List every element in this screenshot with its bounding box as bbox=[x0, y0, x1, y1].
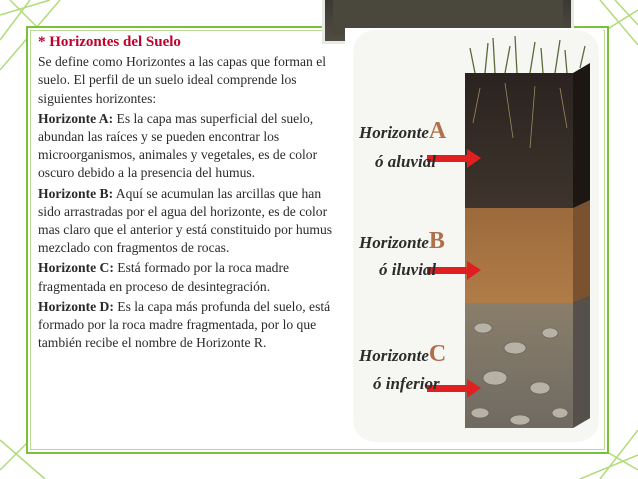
horizon-a-text: Es la capa mas superficial del suelo, abundan las raíces y se pueden encontrar los microorganismos, animales y vegetales, es de color oscuro debido a la presencia del humus. bbox=[38, 110, 318, 181]
label-horizon-b-sub: ó iluvial bbox=[379, 260, 437, 279]
horizon-b-name: Horizonte B: bbox=[38, 185, 114, 201]
horizon-d-name: Horizonte D: bbox=[38, 298, 114, 314]
horizon-c-name: Horizonte C: bbox=[38, 260, 114, 276]
horizon-d-text: Es la capa más profunda del suelo, está formado por la roca madre fragmentada, por lo que también recibe el nombre de Horizonte R. bbox=[38, 298, 331, 351]
horizon-b-paragraph bbox=[38, 185, 343, 258]
horizon-a-name: Horizonte A: bbox=[38, 110, 114, 126]
horizon-b-text: Aquí se acumulan las arcillas que han sido arrastradas por el agua del horizonte, es de color mas claro que el anterior y está constituido por humus mezclado con fragmentos de rocas. bbox=[38, 185, 333, 256]
label-horizon-c: HorizonteC bbox=[359, 341, 447, 367]
text-panel bbox=[38, 33, 343, 354]
horizon-c-paragraph bbox=[38, 259, 343, 295]
horizon-a-layer bbox=[465, 73, 573, 208]
soil-profile-figure bbox=[345, 28, 603, 448]
horizon-a-paragraph bbox=[38, 110, 343, 183]
label-horizon-c-sub: ó inferior bbox=[373, 374, 440, 393]
horizon-c-text: Está formado por la roca madre fragmentada en proceso de desintegración. bbox=[38, 260, 290, 294]
label-horizon-b: HorizonteB bbox=[359, 228, 445, 254]
horizon-b-layer bbox=[465, 208, 573, 303]
label-horizon-a-sub: ó aluvial bbox=[375, 152, 436, 171]
horizon-d-paragraph bbox=[38, 298, 343, 353]
label-horizon-a: HorizonteA bbox=[359, 118, 447, 144]
intro-paragraph: Se define como Horizontes a las capas que forman el suelo. El perfil de un suelo ideal comprende los siguientes horizontes: bbox=[38, 54, 327, 106]
slide-title: * Horizontes del Suelo bbox=[38, 34, 181, 50]
